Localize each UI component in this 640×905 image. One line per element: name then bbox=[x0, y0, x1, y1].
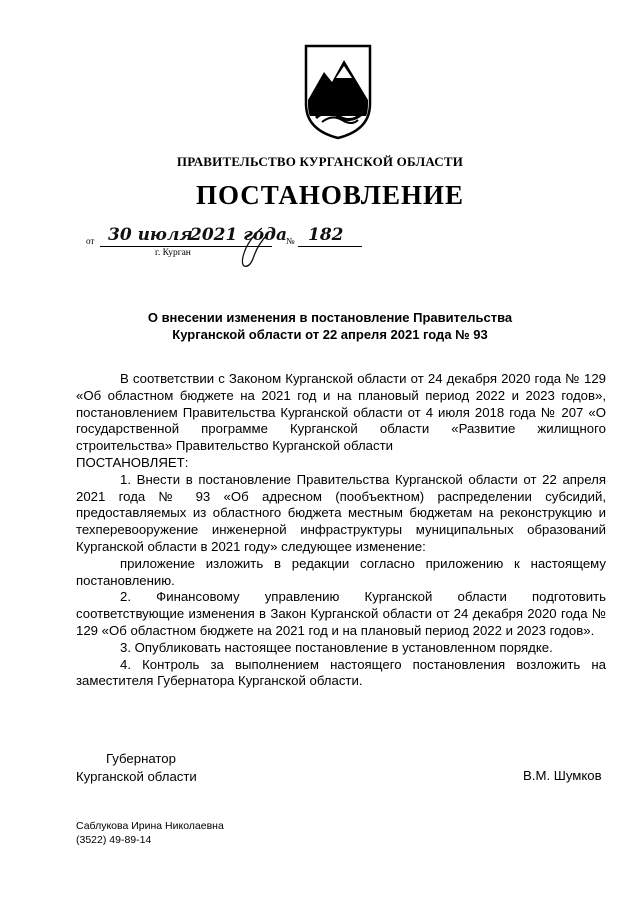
signatory-title bbox=[76, 750, 197, 786]
kurgan-coat-of-arms-icon bbox=[302, 42, 374, 140]
signature-scribble-icon bbox=[232, 226, 272, 270]
paragraph-item-4: 4. Контроль за выполнением настоящего постановления возложить на заместителя Губернатора Курганской области. bbox=[76, 656, 606, 689]
signatory-title-line-2: Курганской области bbox=[76, 769, 197, 784]
paragraph-preamble: В соответствии с Законом Курганской области от 24 декабря 2020 года № 129 «Об областном бюджете на 2021 год и на плановый период 2022 и 2023 годов», постановлением Правительства Курганской области от 4 июля 2018 года № 207 «О государственной программе Курганской области «Развитие жилищного строительства» Правительство Курганской области bbox=[76, 371, 606, 454]
document-subject bbox=[130, 309, 530, 343]
handwritten-year: 2021 года bbox=[190, 225, 287, 245]
from-label: от bbox=[86, 236, 95, 246]
signatory-title-line-1: Губернатор bbox=[106, 751, 176, 766]
number-label: № bbox=[286, 236, 295, 246]
subject-line-1: О внесении изменения в постановление Правительства bbox=[147, 310, 513, 325]
executor-phone: (3522) 49-89-14 bbox=[76, 834, 152, 846]
document-body bbox=[76, 371, 606, 690]
handwritten-number: 182 bbox=[308, 225, 344, 245]
number-underline bbox=[298, 246, 362, 247]
document-type-title: ПОСТАНОВЛЕНИЕ bbox=[195, 180, 465, 210]
subject-line-2: Курганской области от 22 апреля 2021 года № 93 bbox=[172, 327, 488, 342]
paragraph-resolves: ПОСТАНОВЛЯЕТ: bbox=[76, 454, 189, 470]
executor-name: Саблукова Ирина Николаевна bbox=[76, 820, 224, 832]
paragraph-item-2: 2. Финансовому управлению Курганской области подготовить соответствующие изменения в Закон Курганской области от 24 декабря 2020 года № 129 «Об областном бюджете на 2021 год и на плановый период 2022 и 2023 годов». bbox=[76, 589, 606, 638]
government-name: ПРАВИТЕЛЬСТВО КУРГАНСКОЙ ОБЛАСТИ bbox=[176, 154, 464, 169]
paragraph-item-1: 1. Внести в постановление Правительства Курганской области от 22 апреля 2021 года № 93 «Об адресном (пообъектном) распределении субсидий, предоставляемых из областного бюджета местным бюджетам на реконструкцию и техперевооружение инженерной инфраструктуры муниципальных образований Курганской области в 2021 году» следующее изменение: bbox=[76, 471, 606, 554]
date-number-line bbox=[86, 226, 366, 252]
paragraph-item-3: 3. Опубликовать настоящее постановление в установленном порядке. bbox=[120, 639, 553, 655]
city-label: г. Курган bbox=[155, 248, 191, 258]
paragraph-item-1-detail: приложение изложить в редакции согласно приложению к настоящему постановлению. bbox=[76, 555, 606, 588]
executor-contact bbox=[76, 819, 224, 847]
signatory-name: В.М. Шумков bbox=[523, 768, 602, 783]
handwritten-day-month: 30 июля bbox=[108, 225, 193, 245]
